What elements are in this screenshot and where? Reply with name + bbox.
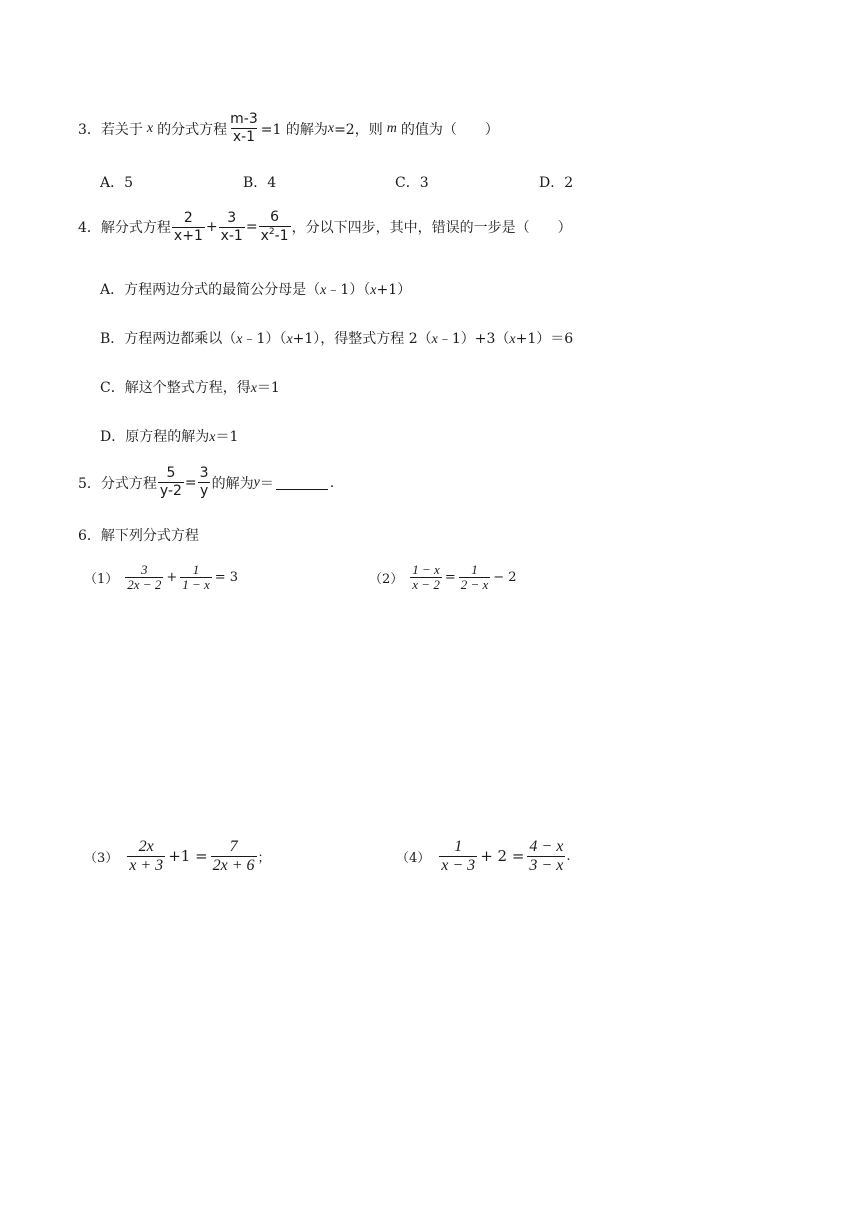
q5-fraction-2 [198, 466, 211, 500]
q6-p1-frac1-denominator: 2x − 2 [127, 577, 162, 593]
q6-p3-frac1-denominator: x + 3 [129, 856, 164, 874]
q4-opt-b-text: B．方程两边都乘以（ [100, 331, 237, 347]
q3-fraction [228, 112, 260, 146]
q3-option-a: A．5 [100, 175, 134, 191]
q4-fraction-2 [219, 211, 245, 245]
q4-opt-b-text: ﹣1）+3（ [437, 331, 510, 347]
q6-p4-end: . [566, 848, 571, 864]
q6-p3-frac2-denominator: 2x + 6 [212, 856, 255, 874]
q4-frac1-numerator: 2 [183, 209, 193, 226]
question-4 [78, 210, 572, 245]
q6-p1-plus: + [166, 570, 178, 586]
q4-option-b [100, 328, 573, 348]
q4-opt-c-text: ＝1 [256, 380, 280, 396]
q6-p2-frac2-numerator: 1 [471, 562, 478, 577]
q4-opt-d-text: D．原方程的解为 [100, 429, 210, 445]
q4-frac3-tail: -1 [274, 228, 289, 245]
q6-title: 解下列分式方程 [100, 528, 199, 544]
q6-p1-label: （1） [84, 572, 119, 588]
q4-opt-b-var: x [509, 332, 516, 347]
q4-opt-b-text: +1），得整式方程 2（ [292, 331, 432, 347]
q4-option-d [100, 426, 238, 446]
q6-p1-rhs: = 3 [214, 570, 239, 586]
q3-var-m: m [386, 120, 397, 136]
q4-option-c [100, 377, 280, 397]
q5-end: . [329, 474, 335, 491]
q4-equals: = [245, 219, 258, 236]
q3-var-x: x [327, 120, 335, 136]
q6-p4-fraction-1 [439, 838, 477, 874]
q4-opt-c-text: C．解这个整式方程，得 [100, 380, 251, 396]
q6-p2-equals: = [444, 570, 456, 586]
q4-opt-a-var: x [320, 283, 327, 298]
question-6 [78, 525, 199, 545]
q5-text: 分式方程 [100, 475, 157, 492]
q4-plus: + [205, 219, 218, 236]
q6-p1-fraction-2 [180, 563, 212, 593]
q5-text: ＝ [259, 475, 274, 492]
q4-frac2-denominator: x-1 [220, 227, 243, 244]
q3-option-c: C．3 [395, 175, 429, 191]
q6-p1-frac2-denominator: 1 − x [182, 577, 210, 593]
q3-option-d: D．2 [539, 175, 574, 191]
q6-problem-4 [396, 838, 570, 874]
q6-p4-label: （4） [396, 850, 431, 866]
q4-opt-a-var: x [370, 283, 377, 298]
q4-number: 4． [78, 220, 101, 237]
q6-p4-frac1-numerator: 1 [454, 838, 463, 855]
q3-frac-denominator: x-1 [232, 129, 256, 146]
q4-opt-d-text: ＝1 [215, 429, 239, 445]
q6-p3-frac2-numerator: 7 [229, 838, 238, 855]
q4-frac3-base: x [260, 228, 269, 245]
q3-frac-numerator: m-3 [230, 111, 258, 127]
q4-opt-b-text: +1）＝6 [515, 331, 574, 347]
q6-p2-label: （2） [369, 572, 404, 588]
q4-frac3-numerator: 6 [270, 209, 280, 225]
q3-text: =1 的解为 [260, 121, 328, 138]
q6-p3-frac1-numerator: 2x [138, 838, 154, 855]
q3-text: =2，则 [334, 121, 383, 138]
q6-problem-3 [84, 838, 271, 874]
q6-p1-frac1-numerator: 3 [141, 562, 148, 577]
q6-p2-rhs: − 2 [493, 570, 517, 586]
q6-p4-middle: + 2 = [480, 847, 525, 866]
q4-opt-b-var: x [431, 332, 438, 347]
q4-opt-b-text: ﹣1）（ [242, 331, 287, 347]
q6-p2-frac1-denominator: x − 2 [412, 577, 440, 593]
q4-frac1-denominator: x+1 [173, 227, 203, 244]
q6-number: 6． [78, 528, 101, 544]
q3-text: 若关于 [100, 121, 143, 138]
q6-p4-frac2-denominator: 3 − x [529, 856, 564, 874]
q6-p1-fraction-1 [125, 563, 163, 593]
q5-answer-blank [276, 475, 328, 490]
q4-opt-b-var: x [236, 332, 243, 347]
q4-fraction-3 [259, 210, 291, 245]
question-3 [78, 112, 499, 146]
q5-frac2-denominator: y [199, 483, 209, 500]
q5-frac1-denominator: y-2 [159, 483, 182, 500]
q3-text: 的分式方程 [157, 121, 228, 138]
q6-p3-fraction-1 [127, 838, 165, 874]
q3-var-x: x [146, 120, 154, 136]
q4-opt-a-text: +1） [376, 282, 412, 298]
q4-text: ，分以下四步，其中，错误的一步是（ ） [291, 220, 572, 237]
q6-p1-frac2-numerator: 1 [192, 562, 200, 577]
q6-p2-frac1-numerator: 1 − x [412, 562, 440, 577]
q6-p2-frac2-denominator: 2 − x [460, 577, 489, 593]
q3-option-b: B．4 [243, 175, 277, 191]
q5-frac1-numerator: 5 [166, 465, 176, 481]
q3-number: 3． [78, 121, 101, 138]
q4-opt-c-var: x [250, 381, 257, 396]
q5-text: 的解为 [211, 475, 254, 492]
q4-text: 解分式方程 [100, 220, 171, 237]
q6-p3-middle: +1 = [168, 847, 208, 866]
q5-number: 5． [78, 475, 101, 492]
q5-equals: = [184, 474, 197, 491]
q4-opt-d-var: x [209, 430, 216, 445]
q6-p2-fraction-1 [410, 563, 442, 593]
q6-p4-frac2-numerator: 4 − x [529, 838, 564, 855]
q6-problem-1 [84, 563, 240, 593]
q6-p4-fraction-2 [527, 838, 565, 874]
q5-var-y: y [253, 474, 260, 490]
q4-frac2-numerator: 3 [227, 209, 237, 226]
question-5 [78, 466, 334, 500]
q6-problem-2 [369, 563, 519, 593]
q4-opt-a-text: ﹣1）（ [326, 282, 371, 298]
q4-fraction-1 [172, 211, 205, 245]
q4-frac3-denominator [259, 226, 291, 244]
q3-text: 的值为（ ） [400, 121, 499, 138]
q4-opt-a-text: A．方程两边分式的最简公分母是（ [100, 282, 321, 298]
q6-p3-end: ； [257, 850, 271, 866]
q5-frac2-numerator: 3 [199, 465, 209, 481]
q6-p4-frac1-denominator: x − 3 [441, 856, 476, 874]
q6-p3-fraction-2 [211, 838, 257, 874]
q6-p3-label: （3） [84, 850, 119, 866]
q6-p2-fraction-2 [459, 563, 491, 593]
q5-fraction-1 [158, 466, 184, 500]
q4-opt-b-var: x [286, 332, 293, 347]
q4-frac3-exponent: 2 [268, 227, 275, 238]
q4-option-a [100, 279, 411, 299]
